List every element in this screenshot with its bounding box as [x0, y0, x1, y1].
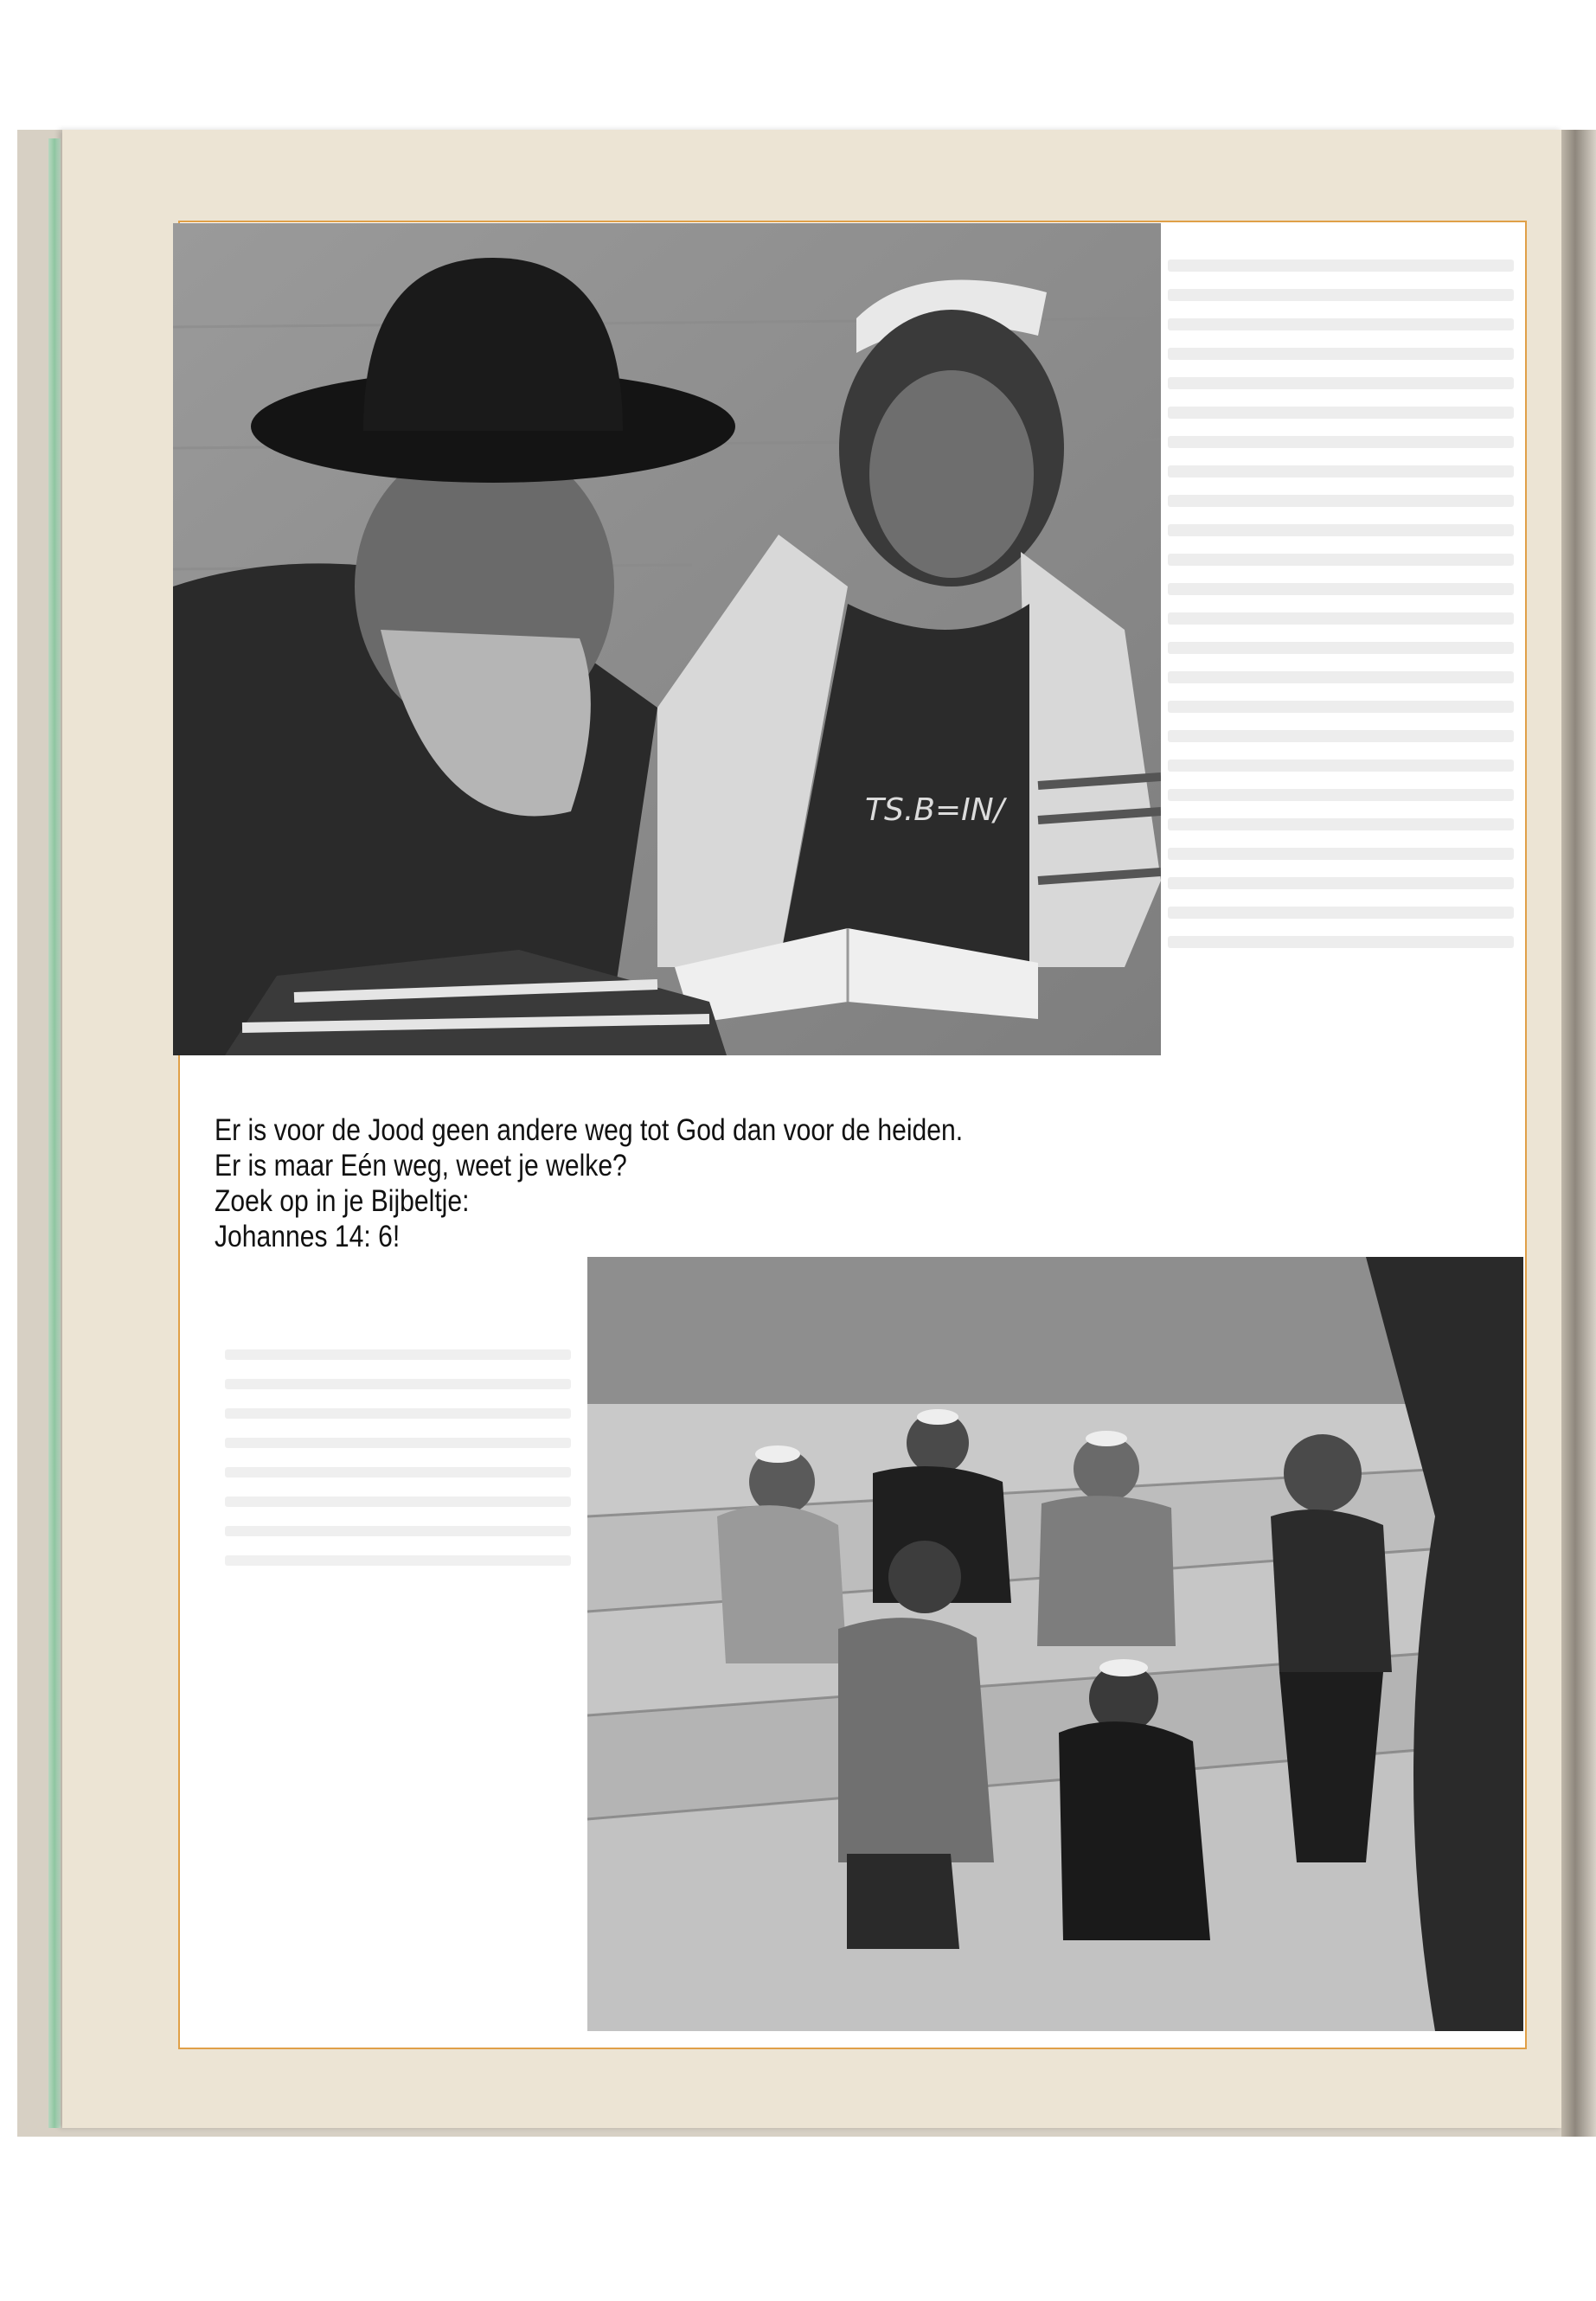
- rabbi-and-boy-photo: [173, 223, 1161, 1055]
- caption-line: Er is voor de Jood geen andere weg tot God dan voor de heiden.: [215, 1113, 964, 1147]
- caption-line: Er is maar Eén weg, weet je welke?: [215, 1149, 627, 1183]
- bleed-through-text: [1168, 260, 1514, 1211]
- shirt-text: TS.B=IN/: [865, 792, 1004, 828]
- page-gutter: [1561, 130, 1596, 2137]
- children-on-steps-photo: [587, 1257, 1523, 2031]
- caption-block: [215, 1112, 1107, 1254]
- caption-line: Johannes 14: 6!: [215, 1220, 401, 1253]
- caption-line: Zoek op in je Bijbeltje:: [215, 1184, 470, 1218]
- page-edge-green: [48, 138, 61, 2128]
- bleed-through-text: [225, 1349, 571, 1955]
